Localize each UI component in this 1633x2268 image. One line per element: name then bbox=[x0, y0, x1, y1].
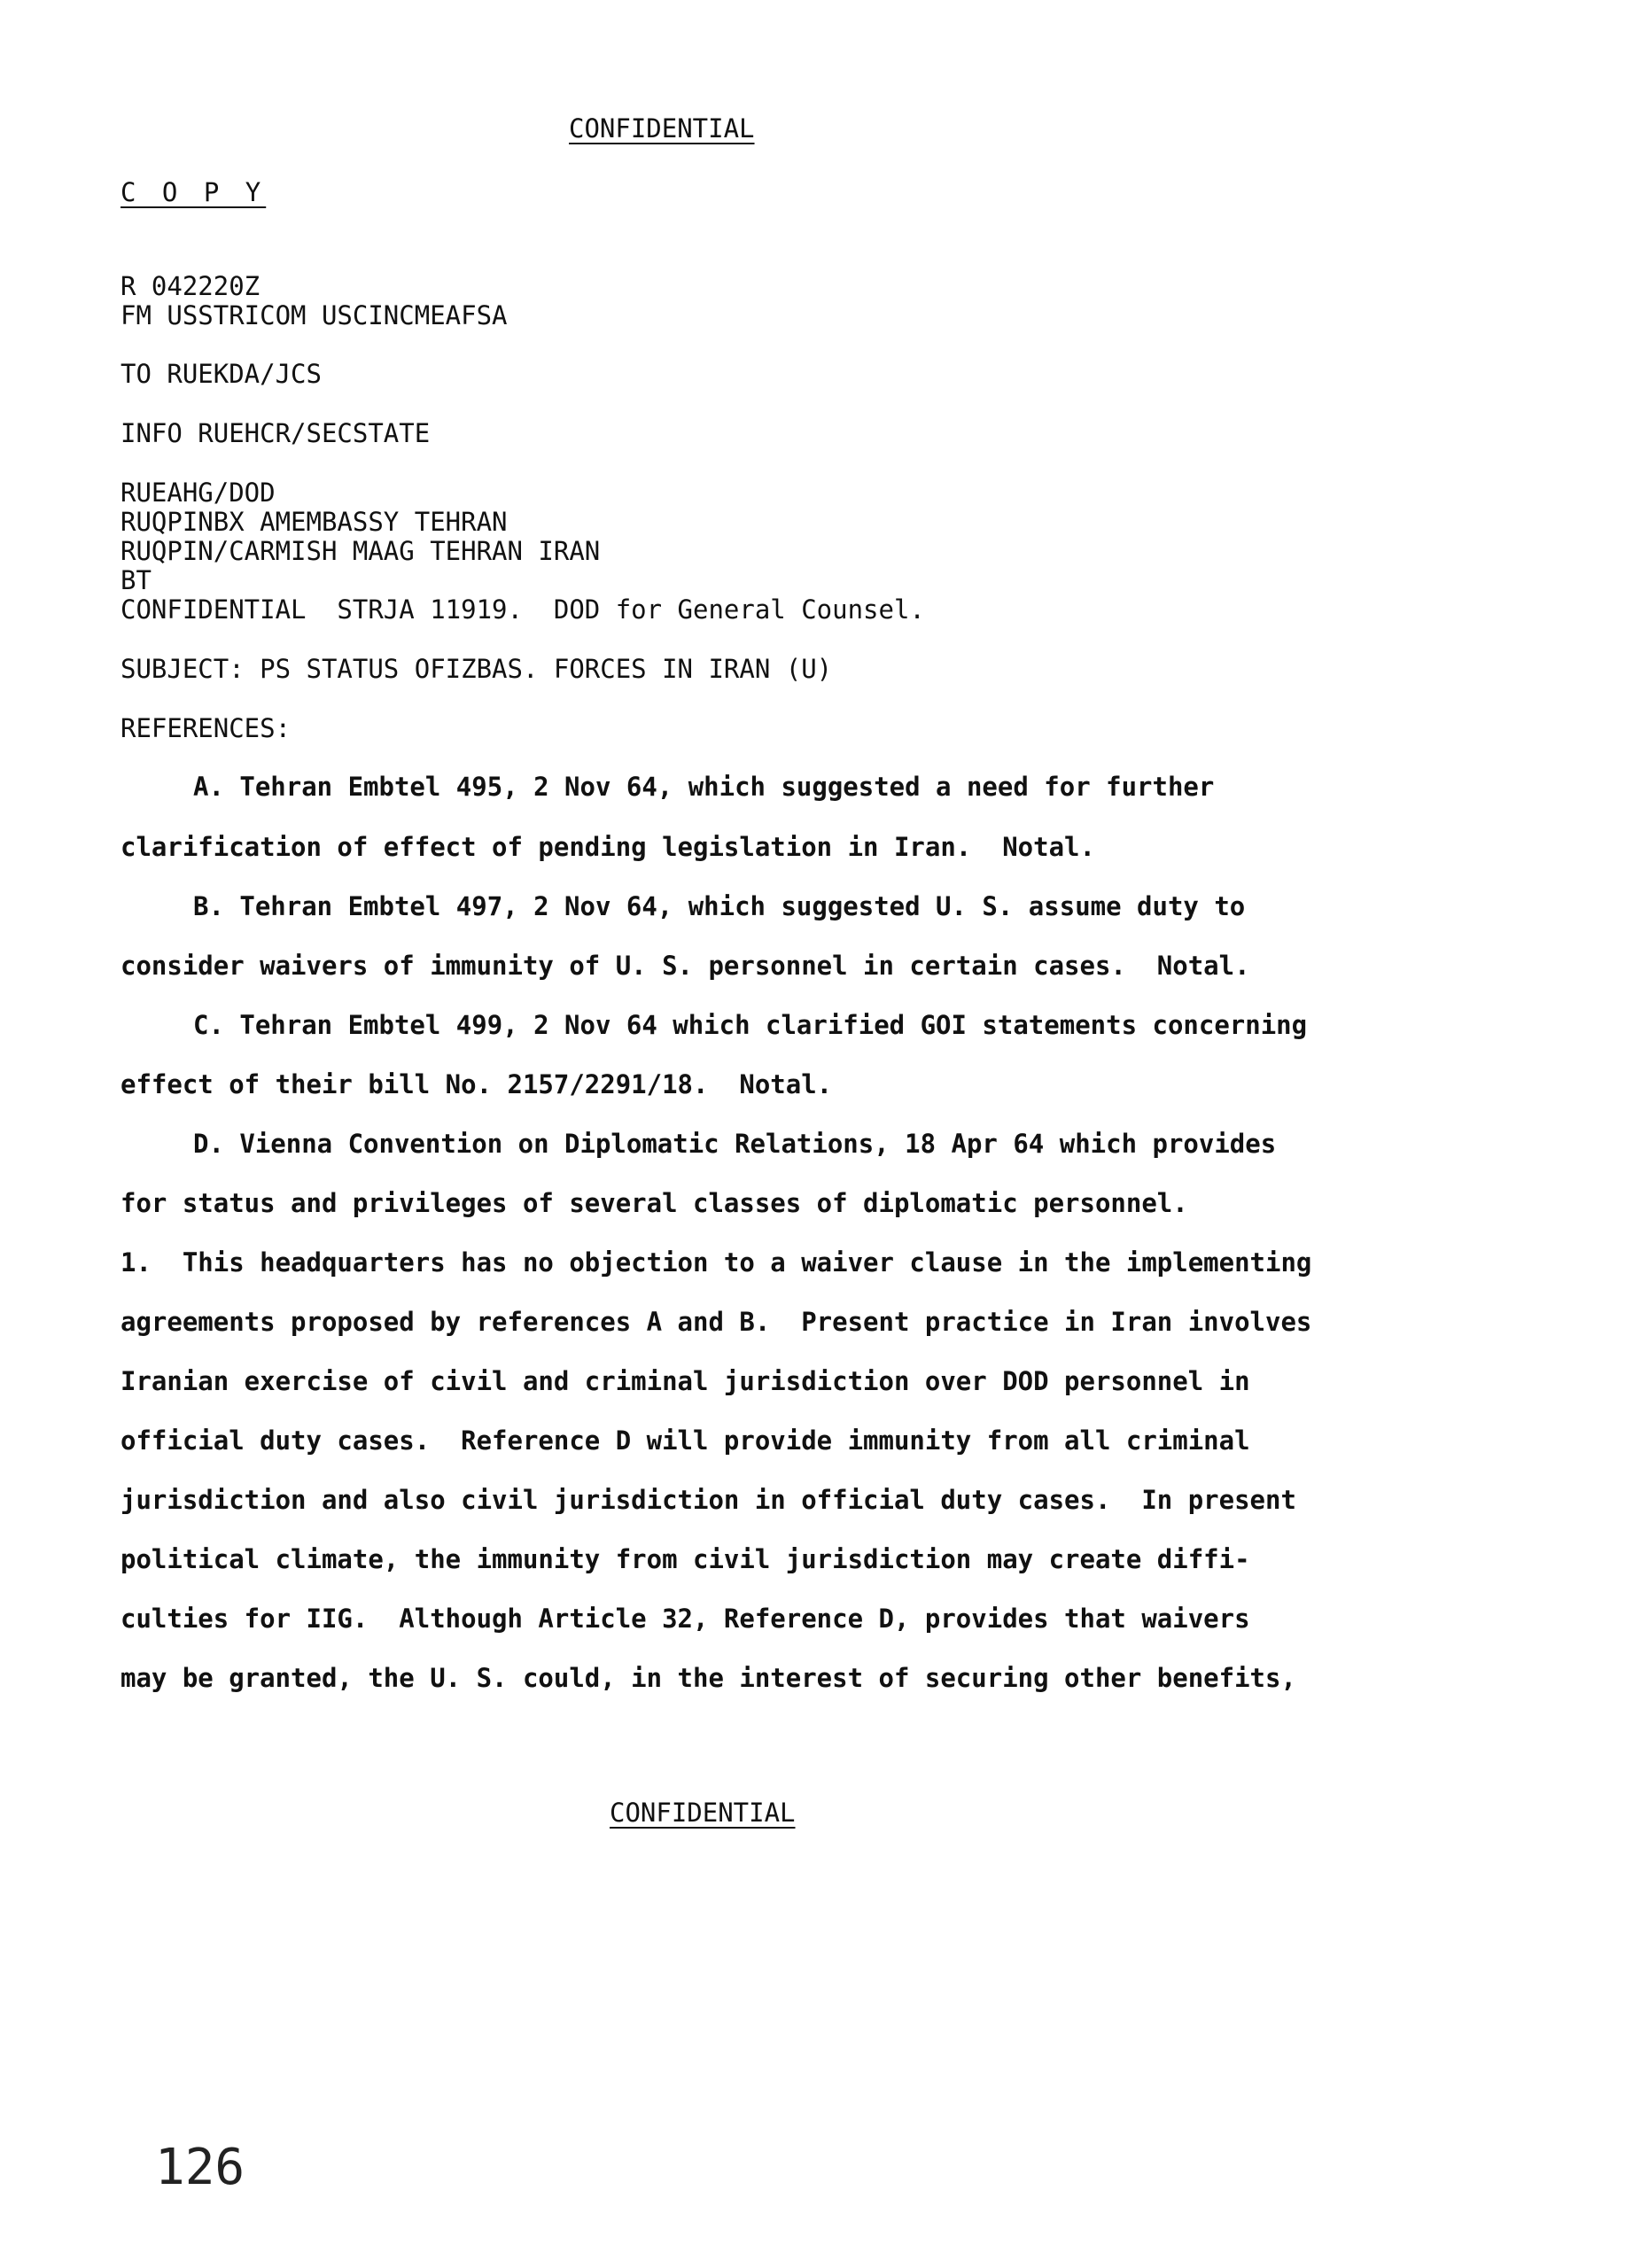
subject-line: SUBJECT: PS STATUS OFIZBAS. FORCES IN IRAN (U) bbox=[121, 654, 833, 684]
message-from: FM USSTRICOM USCINCMEAFSA bbox=[121, 300, 508, 330]
body-line: A. Tehran Embtel 495, 2 Nov 64, which suggested a need for further bbox=[193, 772, 1215, 802]
message-dtg: R 042220Z bbox=[121, 271, 261, 301]
addressee-line: RUEAHG/DOD bbox=[121, 478, 276, 508]
copy-mark: C O P Y bbox=[121, 177, 267, 207]
message-to: TO RUEKDA/JCS bbox=[121, 359, 322, 389]
addressee-line: RUQPINBX AMEMBASSY TEHRAN bbox=[121, 507, 508, 537]
body-line: jurisdiction and also civil jurisdiction in official duty cases. In present bbox=[121, 1485, 1296, 1515]
body-line: C. Tehran Embtel 499, 2 Nov 64 which clarified GOI statements concerning bbox=[193, 1010, 1308, 1040]
body-line: may be granted, the U. S. could, in the interest of securing other benefits, bbox=[121, 1663, 1296, 1693]
classification-header: CONFIDENTIAL bbox=[569, 113, 755, 144]
body-line: clarification of effect of pending legislation in Iran. Notal. bbox=[121, 832, 1095, 862]
addressee-line: RUQPIN/CARMISH MAAG TEHRAN IRAN bbox=[121, 536, 601, 566]
page-number: 126 bbox=[155, 2139, 245, 2196]
body-line: official duty cases. Reference D will provide immunity from all criminal bbox=[121, 1425, 1250, 1456]
message-serial: CONFIDENTIAL STRJA 11919. DOD for General Counsel. bbox=[121, 594, 925, 625]
message-info: INFO RUEHCR/SECSTATE bbox=[121, 418, 431, 448]
body-line: agreements proposed by references A and B. Present practice in Iran involves bbox=[121, 1307, 1312, 1337]
body-line: B. Tehran Embtel 497, 2 Nov 64, which suggested U. S. assume duty to bbox=[193, 891, 1246, 921]
references-label: REFERENCES: bbox=[121, 713, 292, 743]
classification-footer: CONFIDENTIAL bbox=[610, 1798, 796, 1828]
addressee-line: BT bbox=[121, 565, 152, 595]
body-line: D. Vienna Convention on Diplomatic Relations, 18 Apr 64 which provides bbox=[193, 1129, 1277, 1159]
body-line: effect of their bill No. 2157/2291/18. Notal. bbox=[121, 1069, 833, 1099]
body-line: 1. This headquarters has no objection to a waiver clause in the implementing bbox=[121, 1247, 1312, 1278]
body-line: political climate, the immunity from civil jurisdiction may create diffi- bbox=[121, 1544, 1250, 1574]
body-line: for status and privileges of several classes of diplomatic personnel. bbox=[121, 1188, 1188, 1218]
body-line: consider waivers of immunity of U. S. personnel in certain cases. Notal. bbox=[121, 951, 1250, 981]
body-line: culties for IIG. Although Article 32, Reference D, provides that waivers bbox=[121, 1604, 1250, 1634]
body-line: Iranian exercise of civil and criminal jurisdiction over DOD personnel in bbox=[121, 1366, 1250, 1396]
